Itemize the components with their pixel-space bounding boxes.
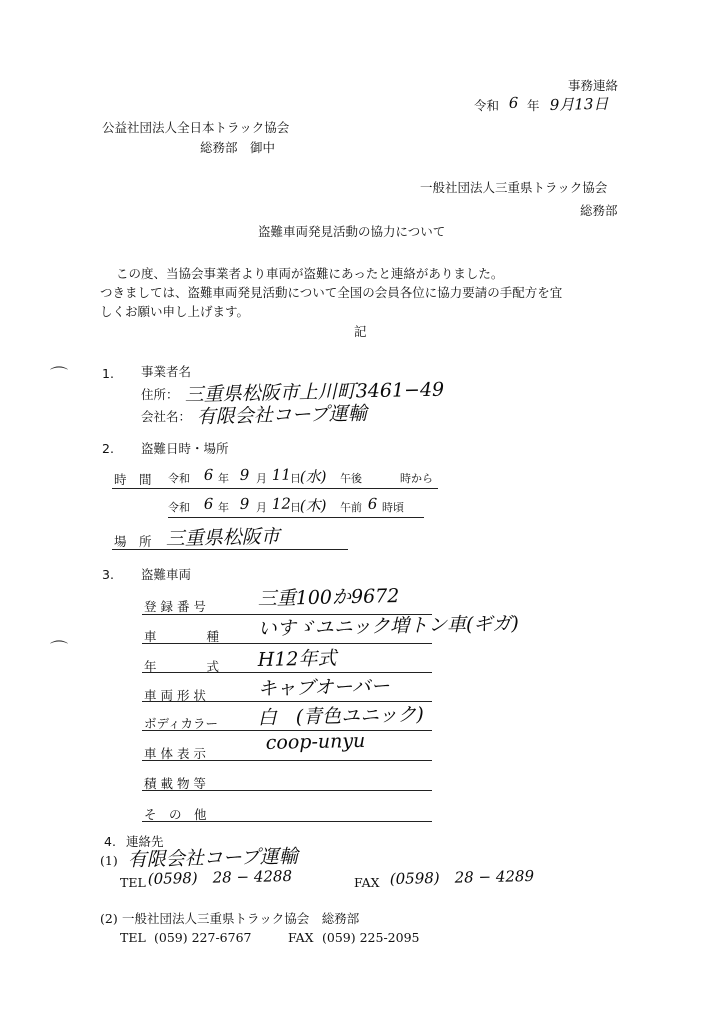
company-value: 有限会社コープ運輸 (196, 402, 368, 429)
vehicle-field-label: そ の 他 (144, 807, 207, 822)
vehicle-field-value: coop-unyu (265, 729, 366, 754)
from-ampm: 午後 (340, 472, 362, 485)
vehicle-field-label: 登 録 番 号 (144, 599, 206, 614)
address-value: 三重県松阪市上川町3461−49 (184, 378, 445, 407)
date-year-unit: 年 (527, 98, 540, 113)
contact1-fax: (0598) 28 − 4289 (389, 866, 535, 889)
margin-mark: ⌒ (50, 366, 68, 387)
address-label: 住所： (141, 387, 179, 402)
time-label: 時 間 (114, 472, 152, 487)
date-era: 令和 (474, 98, 500, 113)
vehicle-field-label: 積 載 物 等 (144, 776, 206, 791)
vehicle-field-value: H12年式 (257, 647, 337, 672)
vehicle-field-label: 車 種 (144, 629, 220, 644)
vehicle-field-label: 車 両 形 状 (144, 688, 206, 703)
vehicle-field-value: キャブオーバー (257, 675, 390, 701)
to-day-unit: 日 (290, 501, 301, 514)
vehicle-field-underline (142, 760, 432, 761)
document-title: 盗難車両発見活動の協力について (258, 224, 446, 239)
vehicle-field-label: ボディカラー (144, 716, 219, 731)
contact1-name: 有限会社コープ運輸 (127, 845, 299, 872)
from-day-unit: 日 (290, 472, 301, 485)
section4-heading: 連絡先 (126, 834, 164, 849)
recipient-dept: 総務部 御中 (200, 140, 276, 155)
body-line-3: しくお願い申し上げます。 (100, 304, 250, 319)
from-month-unit: 月 (256, 472, 267, 485)
vehicle-field-label: 車 体 表 示 (144, 746, 206, 761)
vehicle-field-value: 白 (青色ユニック) (257, 703, 425, 730)
to-month-unit: 月 (256, 501, 267, 514)
ki-label: 記 (354, 324, 367, 339)
contact1-number: (1) (100, 853, 118, 868)
to-month: 9 (239, 494, 250, 513)
place-underline (112, 549, 348, 550)
sender-dept: 総務部 (580, 203, 618, 218)
contact2-fax: (059) 225-2095 (322, 930, 420, 945)
company-label: 会社名： (141, 409, 192, 424)
section2-heading: 盗難日時・場所 (141, 441, 229, 456)
from-era: 令和 (168, 472, 190, 485)
contact1-tel: (0598) 28 − 4288 (147, 866, 293, 889)
contact2-tel-label: TEL (120, 930, 146, 945)
section1-heading: 事業者名 (141, 364, 192, 379)
contact1-fax-label: FAX (354, 875, 380, 890)
contact2-number: (2) (100, 911, 118, 926)
section3-number: 3. (102, 567, 114, 582)
to-underline (168, 517, 424, 518)
sender-org: 一般社団法人三重県トラック協会 (420, 180, 608, 195)
vehicle-field-underline (142, 821, 432, 822)
recipient-org: 公益社団法人全日本トラック協会 (102, 120, 290, 135)
section3-heading: 盗難車両 (141, 567, 192, 582)
section2-number: 2. (102, 441, 114, 456)
from-suffix: 時から (400, 472, 433, 485)
from-year-unit: 年 (218, 472, 229, 485)
to-year-unit: 年 (218, 501, 229, 514)
date-month-day: 9月13日 (549, 94, 609, 115)
place-value: 三重県松阪市 (165, 525, 280, 551)
vehicle-field-label: 年 式 (144, 659, 220, 674)
to-day: 12 (271, 494, 292, 513)
contact2-fax-label: FAX (288, 930, 314, 945)
contact2-name: 一般社団法人三重県トラック協会 総務部 (122, 911, 360, 926)
to-ampm: 午前 (340, 501, 362, 514)
to-hour: 6 (367, 494, 378, 513)
to-suffix: 時頃 (382, 501, 404, 514)
body-line-1: この度、当協会事業者より車両が盗難にあったと連絡がありました。 (116, 266, 504, 281)
time-underline (112, 488, 438, 489)
place-label: 場 所 (114, 534, 152, 549)
vehicle-field-value: いすゞユニック増トン車(ギガ) (257, 612, 519, 641)
from-year: 6 (203, 465, 214, 484)
notice-type: 事務連絡 (568, 78, 619, 93)
margin-mark: ⌒ (50, 640, 68, 661)
body-line-2: つきましては、盗難車両発見活動について全国の会員各位に協力要請の手配方を宜 (100, 285, 563, 300)
vehicle-field-value: 三重100か9672 (257, 585, 400, 611)
to-weekday: (木) (299, 496, 327, 516)
contact2-tel: (059) 227-6767 (154, 930, 252, 945)
from-day: 11 (271, 465, 292, 484)
date-year-num: 6 (508, 93, 519, 112)
from-month: 9 (239, 465, 250, 484)
to-year: 6 (203, 494, 214, 513)
contact1-tel-label: TEL (120, 875, 146, 890)
from-weekday: (水) (299, 467, 327, 487)
vehicle-field-underline (142, 790, 432, 791)
section1-number: 1. (102, 366, 114, 381)
section4-number: 4. (104, 834, 116, 849)
to-era: 令和 (168, 501, 190, 514)
